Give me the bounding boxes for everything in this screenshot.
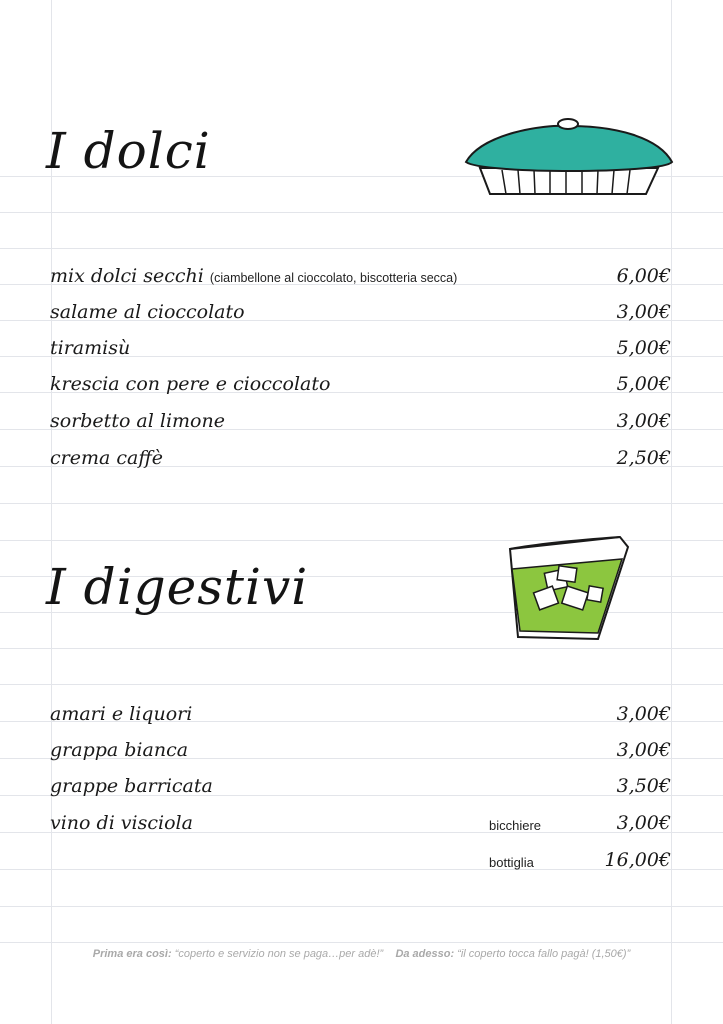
item-price: 3,00€ <box>616 410 671 432</box>
item-name: salame al cioccolato <box>50 301 245 323</box>
item-price: 3,00€ <box>616 301 671 323</box>
item-note: (ciambellone al cioccolato, biscotteria secca) <box>209 271 458 285</box>
footer-after-label: Da adesso: <box>395 948 455 960</box>
item-name: vino di visciola <box>50 812 193 834</box>
item-size-label: bicchiere <box>489 818 542 833</box>
item-name: crema caffè <box>50 447 164 469</box>
list-item <box>50 410 225 432</box>
item-price: 3,00€ <box>616 703 671 725</box>
footer-before-text: “coperto e servizio non se paga…per adè!” <box>174 948 384 960</box>
item-name: grappe barricata <box>50 775 213 797</box>
item-price: 3,00€ <box>616 812 671 834</box>
item-price: 3,50€ <box>616 775 671 797</box>
footer-note <box>0 948 723 960</box>
item-price: 2,50€ <box>616 447 671 469</box>
list-item <box>50 373 330 395</box>
item-name: tiramisù <box>50 337 131 359</box>
item-name: sorbetto al limone <box>50 410 225 432</box>
footer-after-text: “il coperto tocca fallo pagà! (1,50€)” <box>457 948 631 960</box>
glass-icon <box>502 533 634 645</box>
item-name: grappa bianca <box>50 739 189 761</box>
item-price: 16,00€ <box>604 849 671 871</box>
item-price: 3,00€ <box>616 739 671 761</box>
list-item <box>50 447 163 469</box>
item-name: mix dolci secchi <box>50 265 204 287</box>
pie-icon <box>462 116 676 202</box>
item-size-label: bottiglia <box>489 855 534 870</box>
item-name: amari e liquori <box>50 703 193 725</box>
item-price: 5,00€ <box>616 373 671 395</box>
list-item <box>50 775 213 797</box>
list-item <box>50 812 193 834</box>
section-title-digestivi: I digestivi <box>46 558 309 616</box>
footer-before-label: Prima era così: <box>92 948 172 960</box>
list-item <box>50 265 457 287</box>
list-item <box>50 739 188 761</box>
list-item <box>50 301 245 323</box>
list-item <box>50 703 192 725</box>
section-title-dolci: I dolci <box>46 122 211 180</box>
item-price: 5,00€ <box>616 337 671 359</box>
item-name: krescia con pere e cioccolato <box>50 373 331 395</box>
list-item <box>50 337 130 359</box>
item-price: 6,00€ <box>616 265 671 287</box>
